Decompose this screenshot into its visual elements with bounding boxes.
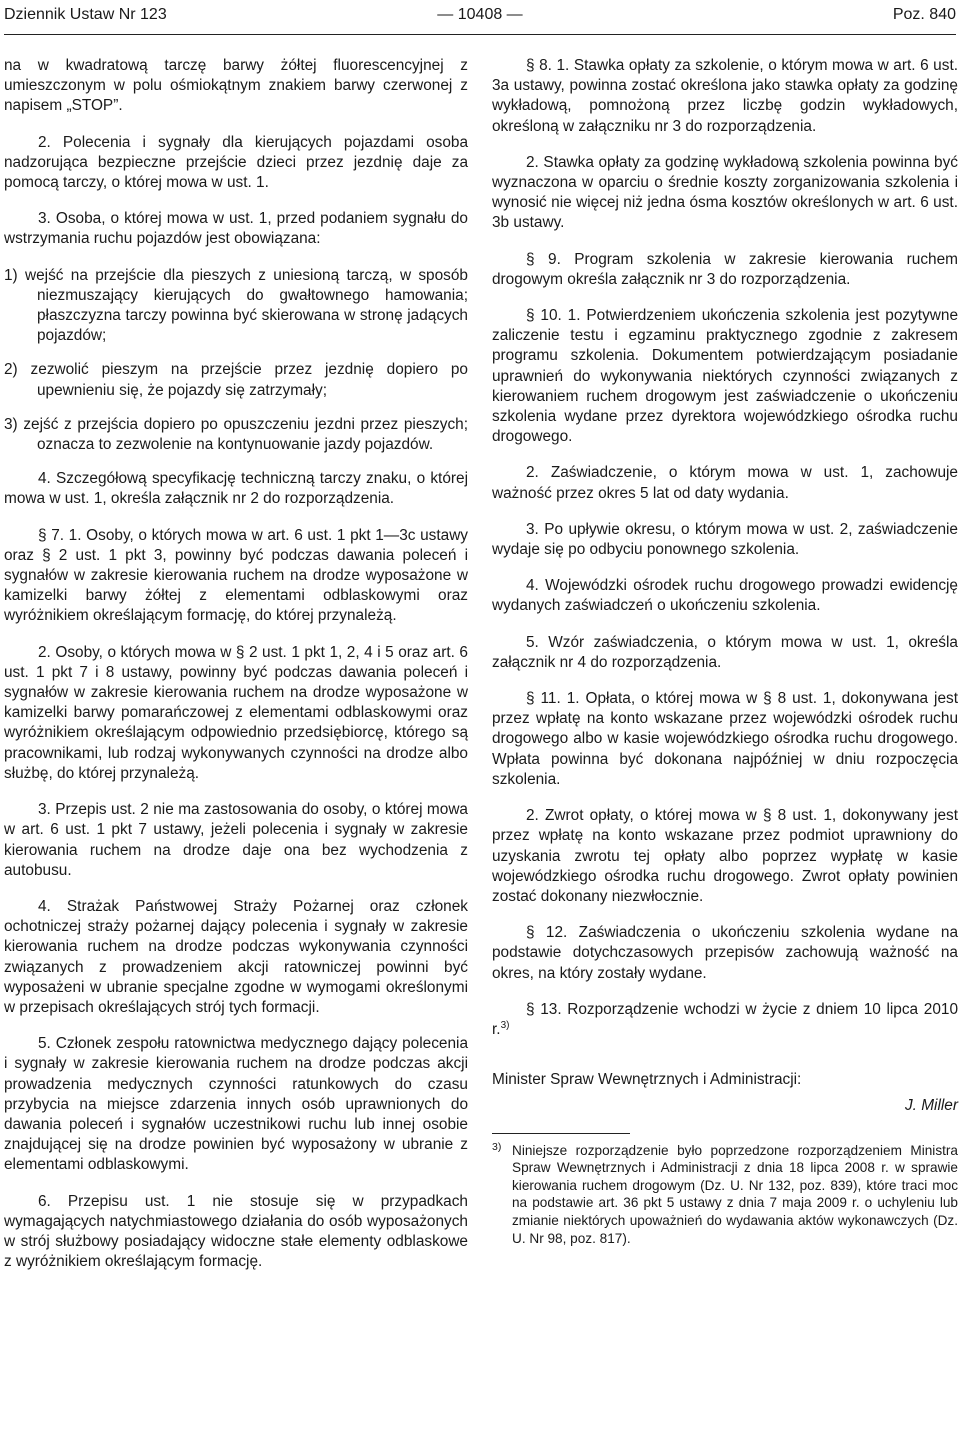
right-column [492, 56, 958, 1247]
paragraph: 2. Zaświadczenie, o którym mowa w ust. 1, zachowuje ważność przez okres 5 lat od daty wydania. [492, 464, 958, 502]
left-column [4, 56, 468, 1288]
paragraph: na w kwadratową tarczę barwy żółtej fluorescencyjnej z umieszczonym w polu ośmiokątnym znakiem barwy czerwonej z napisem „STOP”. [4, 57, 468, 115]
section-paragraph: § 12. Zaświadczenia o ukończeniu szkolenia wydane na podstawie dotychczasowych przepisów zachowują ważność na okres, na który zostały wydane. [492, 924, 958, 982]
section-paragraph: § 10. 1. Potwierdzeniem ukończenia szkolenia jest pozytywne zaliczenie testu i egzaminu praktycznego zgodnie z zakresem programu szkolenia. Dokumentem potwierdzającym posiadanie uprawnień do wykonywania niektórych czynności związanych z kierowaniem ruchem drogowym jest zaświadczenie o ukończeniu szkolenia wydane przez dyrektora wojewódzkiego ośrodka ruchu drogowego. [492, 307, 958, 446]
section-paragraph: § 8. 1. Stawka opłaty za szkolenie, o którym mowa w art. 6 ust. 3a ustawy, powinna zostać określona jako stawka opłaty za godzinę wykładową, pomnożoną przez liczbę godzin wykładowych, określoną w załączniku nr 3 do rozporządzenia. [492, 57, 958, 135]
paragraph: 3. Przepis ust. 2 nie ma zastosowania do osoby, o której mowa w art. 6 ust. 1 pkt 7 ustawy, jeżeli polecenia i sygnały w zakresie kierowania ruchem na drodze daje ona bez wychodzenia z autobusu. [4, 801, 468, 879]
list-item: 2) zezwolić pieszym na przejście przez jezdnię dopiero po upewnieniu się, że pojazdy się zatrzymały; [4, 361, 468, 399]
footnote-reference: 3) [500, 1019, 510, 1031]
paragraph: 4. Wojewódzki ośrodek ruchu drogowego prowadzi ewidencję wydanych zaświadczeń o ukończeniu szkolenia. [492, 577, 958, 615]
position-number: Poz. 840 [892, 6, 956, 23]
minister-title: Minister Spraw Wewnętrznych i Administracji: [492, 1071, 802, 1089]
footnote-mark: 3) [492, 1140, 502, 1153]
signature: J. Miller [904, 1097, 958, 1115]
paragraph: 4. Strażak Państwowej Straży Pożarnej oraz członek ochotniczej straży pożarnej dający polecenia i sygnały w zakresie kierowania ruchem na drodze podczas wykonywania czynności związanych z prowadzeniem akcji ratowniczej powinni być wyposażeni w ubranie specjalne zgodne w wymogami określonymi w przepisach określających strój tych formacji. [4, 897, 468, 1016]
paragraph: 4. Szczegółową specyfikację techniczną tarczy znaku, o której mowa w ust. 1, określa załącznik nr 2 do rozporządzenia. [4, 470, 468, 508]
paragraph: 5. Wzór zaświadczenia, o którym mowa w ust. 1, określa załącznik nr 4 do rozporządzenia. [492, 633, 958, 671]
paragraph: 2. Osoby, o których mowa w § 2 ust. 1 pkt 1, 2, 4 i 5 oraz art. 6 ust. 1 pkt 7 i 8 ustawy, powinny być podczas dawania poleceń i sygnałów w zakresie kierowania ruchem na drodze wyposażone w kamizelki barwy pomarańczowej z elementami odblaskowymi oraz wyróżnikiem określającym odpowiednio przedsiębiorcę, którego są pracownikami, lub rodzaj wykonywanych czynności na drodze albo służbę, do której przynależą. [4, 643, 468, 782]
section-paragraph [492, 1000, 958, 1040]
paragraph-text: § 13. Rozporządzenie wchodzi w życie z dniem 10 lipca 2010 r. [492, 1000, 958, 1038]
list-item: 1) wejść na przejście dla pieszych z uniesioną tarczą, w sposób niezmuszający kierujących do gwałtownego hamowania; płaszczyzna tarczy powinna być skierowana w stronę jadących pojazdów; [4, 266, 468, 345]
paragraph: 5. Członek zespołu ratownictwa medycznego dający polecenia i sygnały w zakresie kierowania ruchem na drodze podczas akcji prowadzenia medycznych czynności ratunkowych do czasu przybycia na miejsce zdarzenia innych osób uprawnionych do dawania poleceń i sygnałów uczestnikowi ruchu lub innej osobie znajdującej się na drodze powinien być wyposażony w ubranie z elementami odblaskowymi. [4, 1035, 468, 1174]
paragraph: 2. Stawka opłaty za godzinę wykładową szkolenia powinna być wyznaczona w oparciu o średnie koszty zorganizowania szkolenia i wynosić nie więcej niż jedna ósma kosztów określonych w art. 6 ust. 3b ustawy. [492, 153, 958, 232]
footnote-divider [492, 1133, 630, 1134]
paragraph: 3. Osoba, o której mowa w ust. 1, przed podaniem sygnału do wstrzymania ruchu pojazdów jest obowiązana: [4, 210, 468, 248]
paragraph: 2. Zwrot opłaty, o której mowa w § 8 ust. 1, dokonywany jest przez wpłatę na konto wskazane przez podmiot uprawniony do uzyskania zwrotu tej opłaty albo poprzez wypłatę w kasie wojewódzkiego ośrodka ruchu drogowego. Zwrot opłaty powinien zostać dokonany niezwłocznie. [492, 807, 958, 905]
page-header [4, 0, 956, 35]
paragraph: 3. Po upływie okresu, o którym mowa w ust. 2, zaświadczenie wydaje się po odbyciu ponownego szkolenia. [492, 520, 958, 559]
paragraph: 2. Polecenia i sygnały dla kierujących pojazdami osoba nadzorująca bezpieczne przejście dzieci przez jezdnię daje za pomocą tarczy, o której mowa w ust. 1. [4, 133, 468, 192]
footnote-text: Niniejsze rozporządzenie było poprzedzone rozporządzeniem Ministra Spraw Wewnętrznych i Administracji z dnia 18 lipca 2008 r. w sprawie kierowania ruchem drogowym (Dz. U. Nr 132, poz. 839), które traci moc na podstawie art. 36 pkt 5 ustawy z dnia 7 maja 2009 r. o uchyleniu lub zmianie niektórych upoważnień do wydawania aktów wykonawczych (Dz. U. Nr 98, poz. 817). [512, 1142, 958, 1246]
footnote [492, 1142, 958, 1248]
page-number: — 10408 — [437, 6, 523, 23]
section-paragraph: § 9. Program szkolenia w zakresie kierowania ruchem drogowym określa załącznik nr 3 do rozporządzenia. [492, 250, 958, 288]
section-paragraph: § 11. 1. Opłata, o której mowa w § 8 ust. 1, dokonywana jest przez wpłatę na konto wskazane przez wojewódzki ośrodek ruchu drogowego albo w kasie wojewódzkiego ośrodka ruchu drogowego. Wpłata powinna być dokonana najpóźniej w dniu rozpoczęcia szkolenia. [492, 690, 958, 788]
journal-title: Dziennik Ustaw Nr 123 [4, 6, 167, 23]
section-paragraph: § 7. 1. Osoby, o których mowa w art. 6 ust. 1 pkt 1—3c ustawy oraz § 2 ust. 1 pkt 3, powinny być podczas dawania poleceń i sygnałów w zakresie kierowania ruchem na drodze wyposażone w kamizelki barwy żółtej z elementami odblaskowymi oraz wyróżnikiem określającym formację, do której przynależą. [4, 526, 468, 625]
list-item: 3) zejść z przejścia dopiero po opuszczeniu jezdni przez pieszych; oznacza to zezwolenie na kontynuowanie jazdy pojazdów. [4, 415, 468, 454]
paragraph: 6. Przepisu ust. 1 nie stosuje się w przypadkach wymagających natychmiastowego działania do osób wyposażonych w strój służbowy posiadający widoczne stałe elementy odblaskowe z wyróżnikiem określającym formację. [4, 1192, 468, 1271]
